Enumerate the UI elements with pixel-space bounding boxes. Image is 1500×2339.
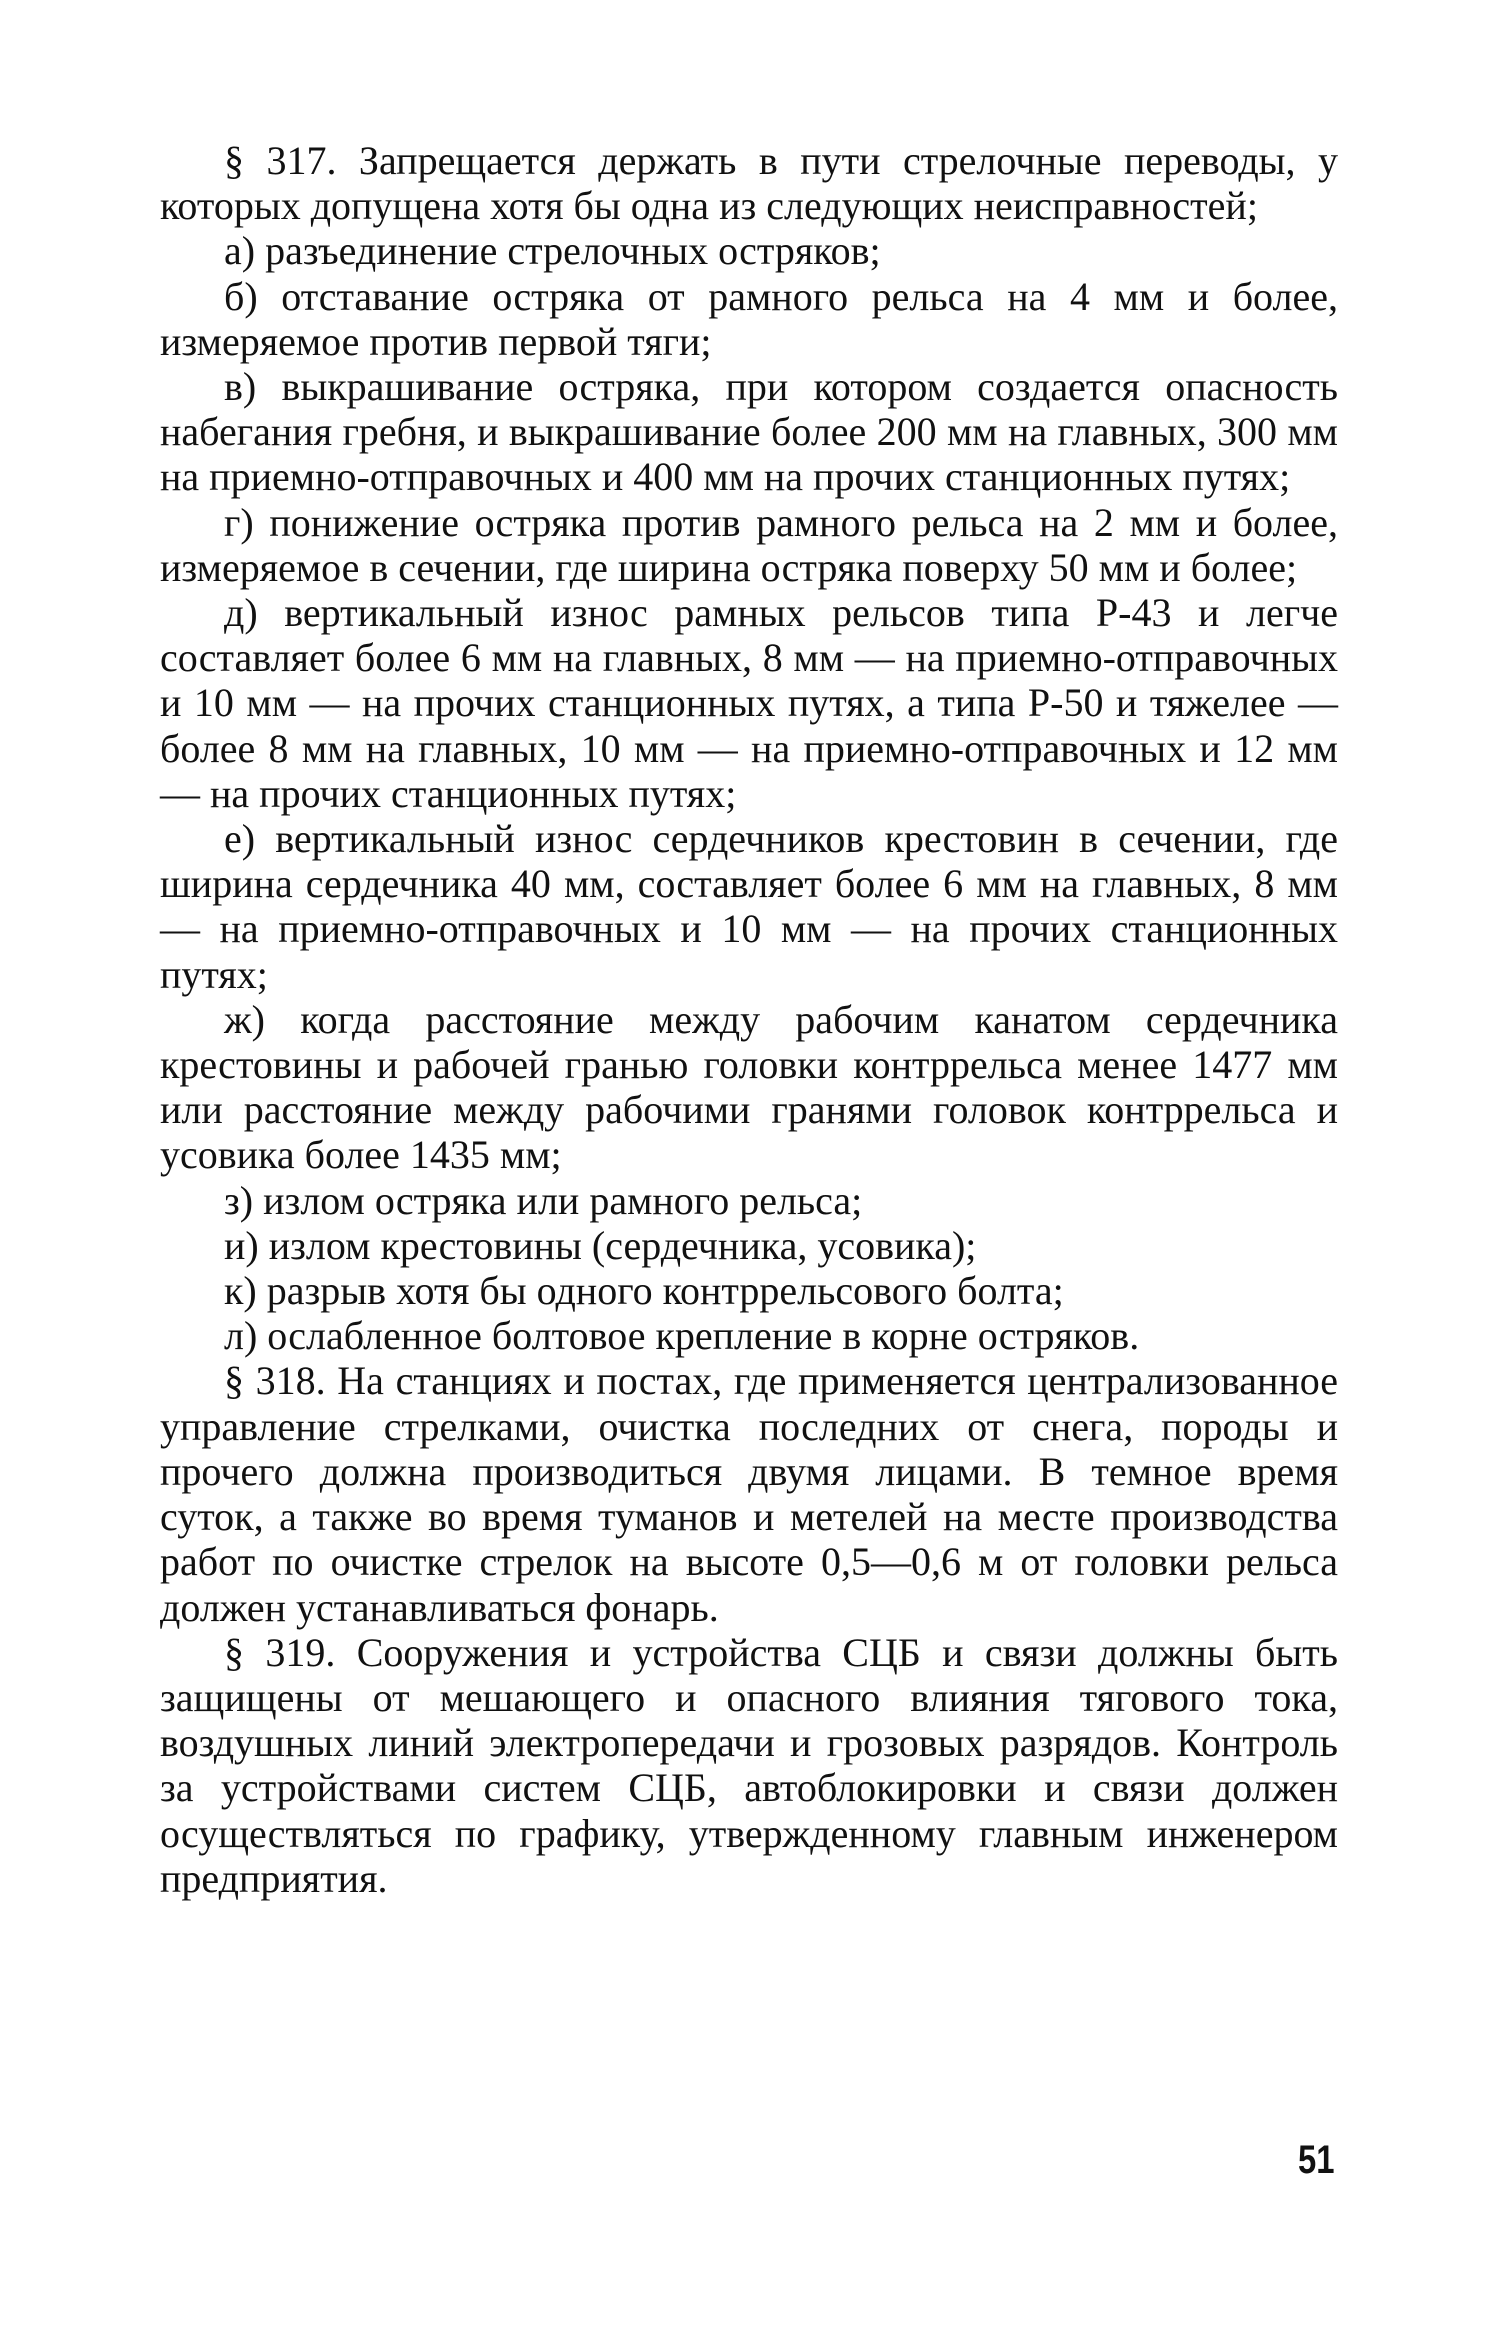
list-item-zh: ж) когда расстояние между рабочим канатом сердечника крестовины и рабочей гранью головки контррельса менее 1477 мм или расстояние между рабочими гранями головок контррельса и усовика более 1435 мм;: [160, 996, 1338, 1178]
paragraph-317-intro: § 317. Запрещается держать в пути стрелочные переводы, у которых допущена хотя бы одна из следующих неисправностей;: [160, 138, 1338, 229]
list-item-v: в) выкрашивание остряка, при котором создается опасность набегания гребня, и выкрашивание более 200 мм на главных, 300 мм на приемно-отправочных и 400 мм на прочих станционных путях;: [160, 364, 1338, 500]
page-number: 51: [1298, 2138, 1335, 2182]
page-text: [160, 138, 1338, 1901]
list-item-a: а) разъединение стрелочных остряков;: [224, 228, 881, 274]
list-item-g: г) понижение остряка против рамного рельса на 2 мм и более, измеряемое в сечении, где ширина остряка поверху 50 мм и более;: [160, 499, 1338, 590]
list-item-d: д) вертикальный износ рамных рельсов типа Р-43 и легче составляет более 6 мм на главных, 8 мм — на приемно-отправочных и 10 мм — на прочих станционных путях, а типа Р-50 и тяжелее — более 8 мм на главных, 10 мм — на приемно-отправочных и 12 мм — на прочих станционных путях;: [160, 590, 1338, 816]
list-item-i: и) излом крестовины (сердечника, усовика);: [224, 1222, 977, 1268]
list-item-e: е) вертикальный износ сердечников крестовин в сечении, где ширина сердечника 40 мм, составляет более 6 мм на главных, 8 мм — на приемно-отправочных и 10 мм — на прочих станционных путях;: [160, 816, 1338, 997]
list-item-k: к) разрыв хотя бы одного контррельсового болта;: [224, 1268, 1064, 1314]
list-item-z: з) излом остряка или рамного рельса;: [224, 1177, 863, 1223]
paragraph-319: § 319. Сооружения и устройства СЦБ и связи должны быть защищены от мешающего и опасного влияния тягового тока, воздушных линий электропередачи и грозовых разрядов. Контроль за устройствами систем СЦБ, автоблокировки и связи должен осуществляться по графику, утвержденному главным инженером предприятия.: [160, 1629, 1338, 1901]
list-item-b: б) отставание остряка от рамного рельса на 4 мм и более, измеряемое против первой тяги;: [160, 273, 1338, 364]
list-item-l: л) ослабленное болтовое крепление в корне остряков.: [224, 1313, 1140, 1359]
paragraph-318: § 318. На станциях и постах, где применяется централизованное управление стрелками, очистка последних от снега, породы и прочего должна производиться двумя лицами. В темное время суток, а также во время туманов и метелей на месте производства работ по очистке стрелок на высоте 0,5—0,6 м от головки рельса должен устанавливаться фонарь.: [160, 1358, 1338, 1630]
